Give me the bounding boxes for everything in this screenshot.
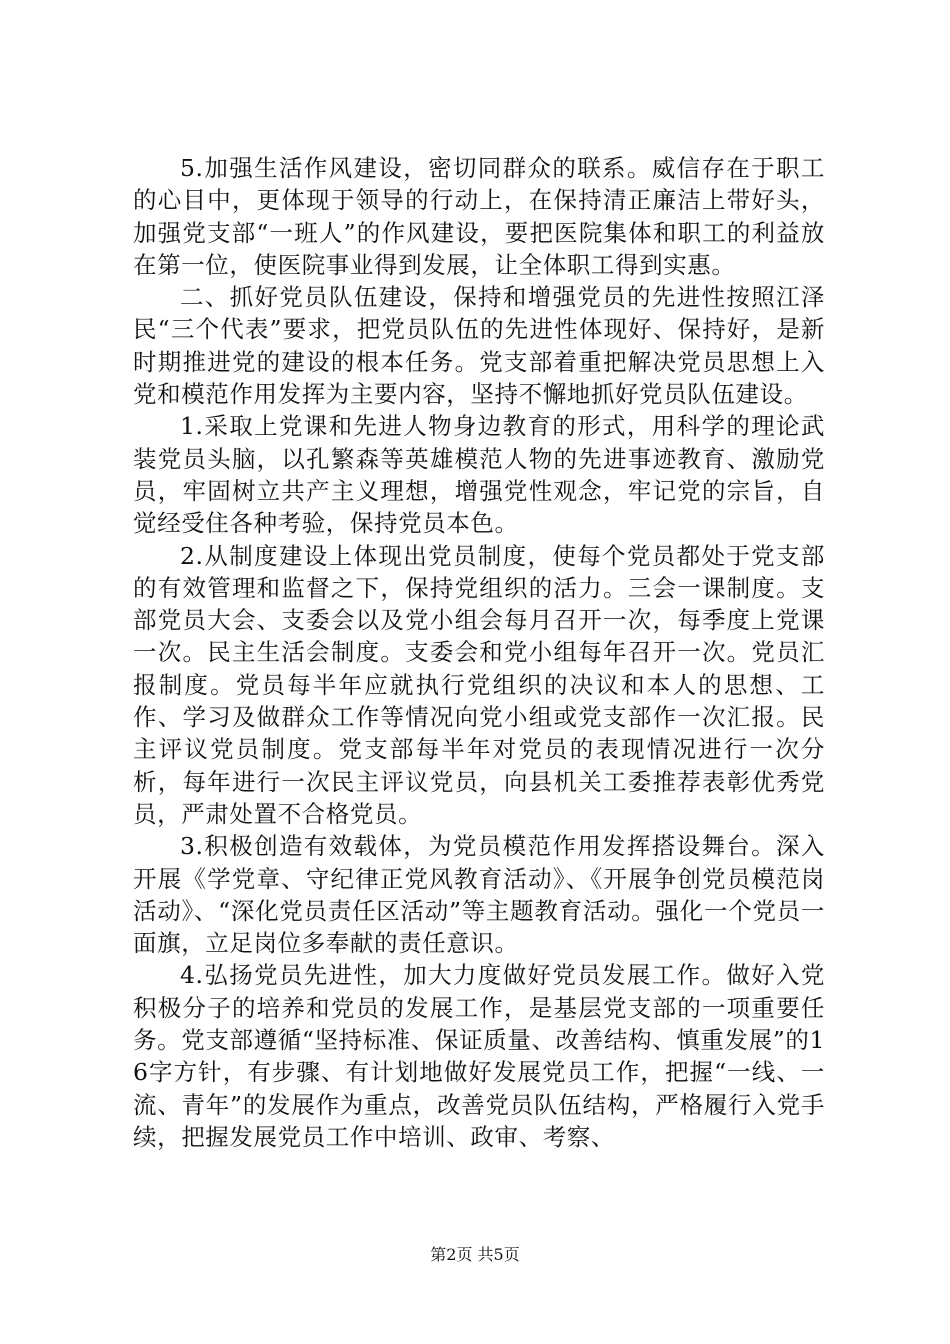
- paragraph-item-5-lifestyle: 5.加强生活作风建设，密切同群众的联系。威信存在于职工的心目中，更体现于领导的行动上，在保持清正廉洁上带好头，加强党支部“一班人”的作风建设，要把医院集体和职工的利益放在第一位，使医院事业得到发展，让全体职工得到实惠。: [133, 154, 825, 279]
- paragraph-item-4-development: 4.弘扬党员先进性，加大力度做好党员发展工作。做好入党积极分子的培养和党员的发展工作，是基层党支部的一项重要任务。党支部遵循“坚持标准、保证质量、改善结构、慎重发展”的16字方针，有步骤、有计划地做好发展党员工作，把握“一线、一流、青年”的发展作为重点，改善党员队伍结构，严格履行入党手续，把握发展党员工作中培训、政审、考察、: [133, 961, 825, 1151]
- page-footer: 第2页 共5页: [430, 1245, 520, 1264]
- paragraph-item-1-education: 1.采取上党课和先进人物身边教育的形式，用科学的理论武装党员头脑，以孔繁森等英雄模范人物的先进事迹教育、激励党员，牢固树立共产主义理想，增强党性观念，牢记党的宗旨，自觉经受住各种考验，保持党员本色。: [133, 412, 825, 538]
- paragraph-item-3-carrier: 3.积极创造有效载体，为党员模范作用发挥搭设舞台。深入开展《学党章、守纪律正党风教育活动》、《开展争创党员模范岗活动》、“深化党员责任区活动”等主题教育活动。强化一个党员一面旗，立足岗位多奉献的责任意识。: [133, 832, 825, 958]
- paragraph-item-2-system: 2.从制度建设上体现出党员制度，使每个党员都处于党支部的有效管理和监督之下，保持党组织的活力。三会一课制度。支部党员大会、支委会以及党小组会每月召开一次，每季度上党课一次。民主生活会制度。支委会和党小组每年召开一次。党员汇报制度。党员每半年应就执行党组织的决议和本人的思想、工作、学习及做群众工作等情况向党小组或党支部作一次汇报。民主评议党员制度。党支部每半年对党员的表现情况进行一次分析，每年进行一次民主评议党员，向县机关工委推荐表彰优秀党员，严肃处置不合格党员。: [133, 541, 825, 828]
- document-body: [133, 152, 825, 1153]
- paragraph-section-two-heading: 二、抓好党员队伍建设，保持和增强党员的先进性按照江泽民“三个代表”要求，把党员队伍的先进性体现好、保持好，是新时期推进党的建设的根本任务。党支部着重把解决党员思想上入党和模范作用发挥为主要内容，坚持不懈地抓好党员队伍建设。: [133, 283, 825, 409]
